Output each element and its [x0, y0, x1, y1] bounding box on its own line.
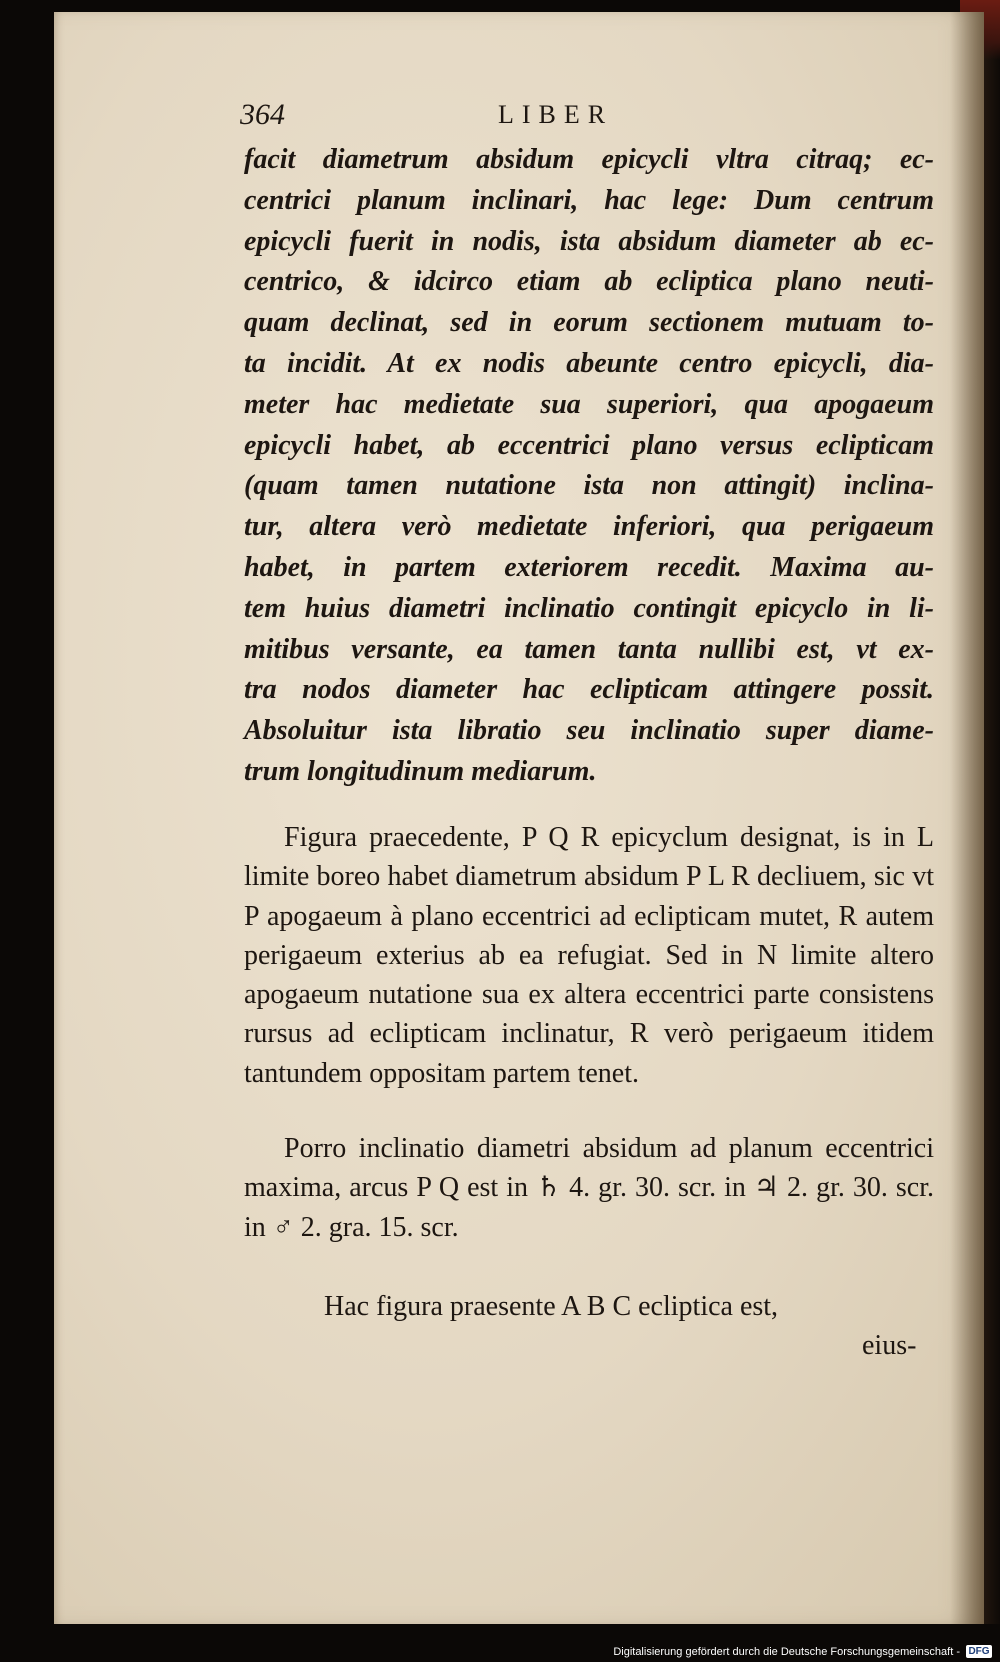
italic-line: mitibus versante, ea tamen tanta nullibi est, vt ex-	[244, 633, 934, 665]
italic-line: epicycli fuerit in nodis, ista absidum diameter ab ec-	[244, 225, 934, 257]
paragraph-hac-figura: Hac figura praesente A B C ecliptica est,	[324, 1291, 779, 1322]
italic-line: ta incidit. At ex nodis abeunte centro epicycli, dia-	[244, 347, 934, 379]
page-gutter-shadow	[950, 12, 984, 1624]
italic-line: quam declinat, sed in eorum sectionem mutuam to-	[244, 307, 934, 339]
italic-line: Absoluitur ista libratio seu inclinatio super diame-	[244, 715, 934, 747]
italic-line: tur, altera verò medietate inferiori, qua perigaeum	[244, 511, 934, 543]
italic-line: meter hac medietate sua superiori, qua apogaeum	[244, 388, 934, 420]
catchword: eius-	[862, 1330, 917, 1361]
page-number: 364	[240, 98, 285, 131]
digitization-credit: Digitalisierung gefördert durch die Deutsche Forschungsgemeinschaft -	[613, 1646, 960, 1658]
page-header	[240, 98, 680, 138]
running-head: LIBER	[498, 100, 614, 129]
italic-line: tem huius diametri inclinatio contingit epicyclo in li-	[244, 592, 934, 624]
italic-line: tra nodos diameter hac eclipticam attingere possit.	[244, 674, 934, 706]
italic-line: habet, in partem exteriorem recedit. Maxima au-	[244, 551, 934, 583]
italic-line: epicycli habet, ab eccentrici plano versus eclipticam	[244, 429, 934, 461]
italic-text-block	[244, 140, 934, 793]
dfg-logo-icon: DFG	[966, 1645, 992, 1658]
italic-line: trum longitudinum mediarum.	[244, 755, 597, 787]
paragraph-figura: Figura praecedente, P Q R epicyclum designat, is in L limite boreo habet diametrum absidum P L R decliuem, sic vt P apogaeum à plano eccentrici ad eclipticam mutet, R autem perigaeum exterius ab ea refugiat. Sed in N limite altero apogaeum nutatione sua ex altera eccentrici parte consistens rursus ad eclipticam inclinatur, R verò perigaeum itidem tantundem oppositam partem tenet.	[244, 822, 934, 1089]
italic-line: centrici planum inclinari, hac lege: Dum centrum	[244, 184, 934, 216]
italic-line: centrico, & idcirco etiam ab ecliptica plano neuti-	[244, 266, 934, 298]
italic-line: (quam tamen nutatione ista non attingit) inclina-	[244, 470, 934, 502]
italic-line: facit diametrum absidum epicycli vltra citraq; ec-	[244, 144, 934, 175]
paragraph-porro: Porro inclinatio diametri absidum ad planum eccentrici maxima, arcus P Q est in ♄ 4. gr. 30. scr. in ♃ 2. gr. 30. scr. in ♂ 2. gra. 15. scr.	[244, 1133, 934, 1243]
